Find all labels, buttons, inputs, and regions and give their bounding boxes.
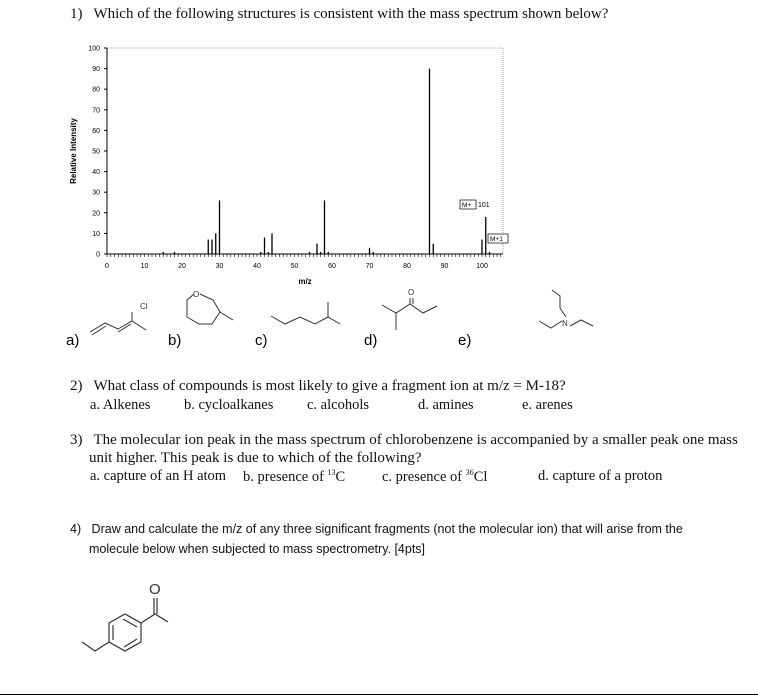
y-axis-label: Relative Intensity (69, 118, 78, 184)
question-text: Which of the following structures is consistent with the mass spectrum shown below? (93, 6, 609, 22)
atom-o: O (149, 581, 161, 598)
y-tick-label: 20 (92, 210, 100, 218)
structure-a (90, 312, 146, 335)
question-number: 1) (70, 6, 83, 22)
y-tick-label: 40 (92, 169, 100, 177)
y-tick-label: 70 (92, 107, 100, 115)
q3-option-c: c. presence of $^{36}$Cl (382, 468, 488, 485)
x-axis-label: m/z (298, 277, 312, 286)
structure-choices (0, 280, 758, 380)
y-tick-label: 100 (88, 45, 100, 53)
q2-option-b: b. cycloalkanes (184, 397, 274, 413)
q2-option-c: c. alcohols (307, 397, 370, 413)
choice-e-label: e) (458, 332, 472, 349)
question-text-line2: unit higher. This peak is due to which of the following? (89, 450, 422, 466)
question-number: 2) (70, 378, 83, 394)
q3-option-d: d. capture of a proton (538, 468, 663, 484)
x-tick-label: 0 (105, 263, 109, 270)
x-tick-label: 40 (253, 263, 261, 270)
annotation-m-plus-1: M+1 (490, 236, 503, 243)
atom-cl: Cl (140, 302, 148, 311)
y-tick-label: 50 (92, 148, 100, 156)
question-text: What class of compounds is most likely to give a fragment ion at m/z = M-18? (93, 378, 566, 394)
q2-option-d: d. amines (418, 397, 474, 413)
x-tick-label: 90 (440, 263, 449, 270)
x-tick-label: 30 (215, 263, 224, 270)
q2-option-e: e. arenes (522, 397, 573, 413)
question-number: 4) (70, 522, 82, 536)
x-tick-label: 100 (476, 263, 488, 270)
atom-o: O (193, 290, 200, 299)
annotation-m-plus: M+ (462, 202, 472, 209)
q2-option-a: a. Alkenes (90, 397, 151, 413)
mass-spectrum-chart (0, 0, 758, 300)
page-divider (0, 694, 758, 695)
y-tick-label: 10 (92, 230, 100, 238)
choice-d-label: d) (364, 332, 378, 349)
plot-area (107, 48, 503, 254)
x-tick-label: 50 (290, 263, 299, 270)
question-text-line2: molecule below when subjected to mass spectrometry. [4pts] (89, 542, 426, 556)
y-tick-label: 30 (92, 189, 100, 197)
question-4 (70, 522, 683, 536)
x-tick-label: 80 (403, 263, 411, 270)
question-3 (70, 432, 738, 449)
choice-c-label: c) (255, 332, 268, 349)
question-text: Draw and calculate the m/z of any three significant fragments (not the molecular ion) that will arise from the (91, 522, 683, 536)
q3-option-b: b. presence of $^{13}$C (243, 468, 346, 485)
structure-4-ethylacetophenone (40, 570, 200, 680)
choice-b-label: b) (168, 332, 182, 349)
x-tick-label: 10 (140, 263, 149, 270)
y-tick-label: 90 (92, 66, 100, 74)
atom-o: O (408, 288, 415, 297)
annotation-m-value: 101 (478, 202, 490, 209)
structure-d (382, 298, 437, 330)
question-number: 3) (70, 432, 83, 448)
y-tick-label: 80 (92, 86, 100, 94)
x-tick-label: 20 (178, 263, 186, 270)
x-tick-label: 60 (328, 263, 336, 270)
atom-n: N (562, 319, 568, 328)
y-tick-label: 0 (96, 251, 100, 259)
choice-a-label: a) (66, 332, 80, 349)
x-tick-label: 70 (365, 263, 374, 270)
structure-c (271, 302, 340, 324)
question-text: The molecular ion peak in the mass spectrum of chlorobenzene is accompanied by a smaller peak one mass (93, 432, 738, 448)
q3-option-a: a. capture of an H atom (90, 468, 227, 484)
question-2 (70, 378, 566, 395)
y-tick-label: 60 (92, 127, 100, 135)
